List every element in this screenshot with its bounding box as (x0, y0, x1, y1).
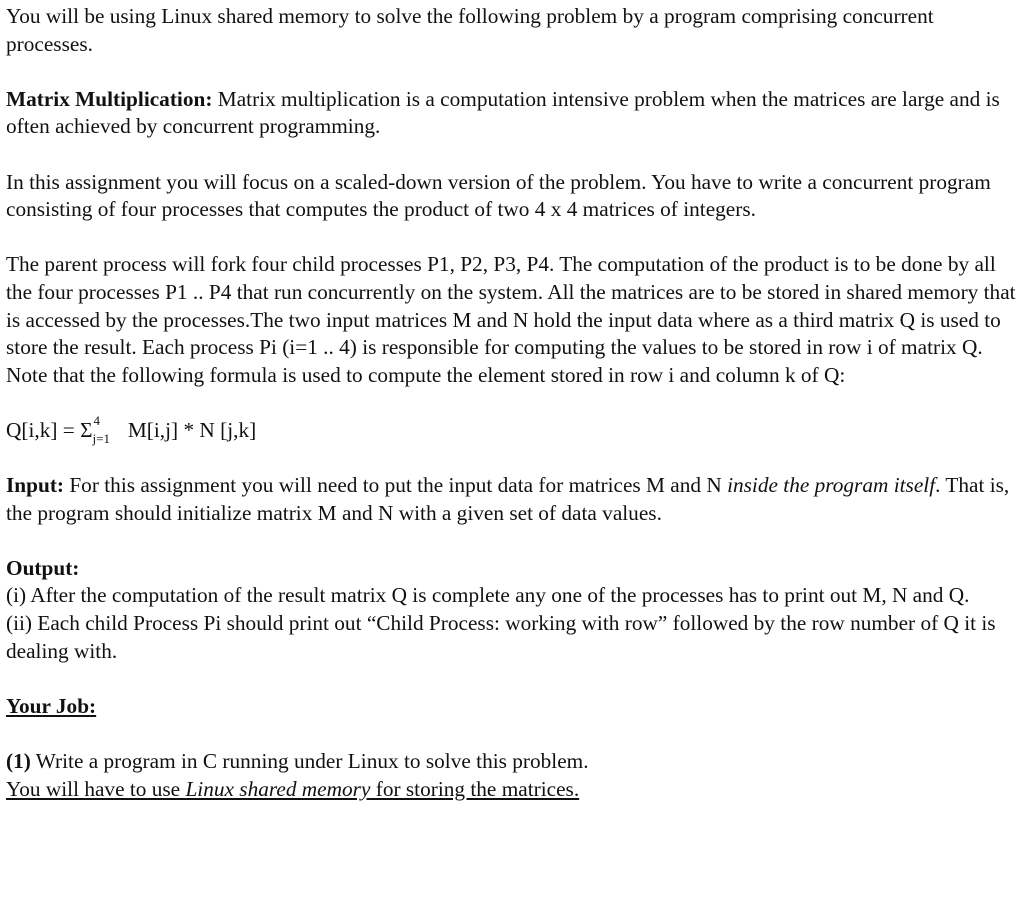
job-item-1-shared-memory-line (6, 776, 1018, 804)
intro-paragraph: You will be using Linux shared memory to solve the following problem by a program comprising concurrent processes. (6, 4, 934, 56)
output-section (6, 555, 1018, 665)
output-heading: Output: (6, 555, 80, 580)
assignment-paragraph: In this assignment you will focus on a scaled-down version of the problem. You have to write a concurrent program consisting of four processes that computes the product of two 4 x 4 matrices of integers. (6, 169, 991, 222)
your-job-heading: Your Job: (6, 693, 97, 718)
job-line2-b: for storing the matrices. (370, 776, 580, 801)
output-item-2: (ii) Each child Process Pi should print out “Child Process: working with row” followed by the row number of Q it is dealing with. (6, 611, 996, 663)
formula-rhs: M[i,j] * N [j,k] (122, 417, 257, 442)
matrix-multiplication-heading: Matrix Multiplication: (6, 86, 213, 111)
formula (6, 412, 1018, 446)
parent-process-paragraph: The parent process will fork four child processes P1, P2, P3, P4. The computation of the product is to be done by all the four processes P1 .. P4 that run concurrently on the system. All the matrices are to be stored in shared memory that is accessed by the processes.The two input matrices M and N hold the input data where as a third matrix Q is used to store the result. Each process Pi (i=1 .. 4) is responsible for computing the values to be stored in row i of matrix Q. Note that the following formula is used to compute the element stored in row i and column k of Q: (6, 252, 1016, 387)
job-line2-a: You will have to use (6, 776, 186, 801)
input-paragraph (6, 472, 1018, 527)
job-item-1-text: Write a program in C running under Linux to solve this problem. (30, 749, 589, 774)
input-text-b: . That is, the program should initialize matrix M and N with a given set of data values. (6, 473, 1010, 525)
output-item-1: (i) After the computation of the result matrix Q is complete any one of the processes has to print out M, N and Q. (6, 583, 970, 608)
job-item-1 (6, 748, 1018, 776)
document-page (6, 3, 1018, 803)
input-italic: inside the program itself (727, 473, 936, 498)
formula-sum-limits (92, 412, 123, 446)
job-item-1-number: (1) (6, 749, 31, 774)
matrix-multiplication-text: Matrix multiplication is a computation intensive problem when the matrices are large and is often achieved by concurrent programming. (6, 86, 1000, 139)
formula-upper-limit: 4 (93, 412, 101, 428)
formula-lhs: Q[i,k] = Σ (6, 417, 93, 442)
input-text-a: For this assignment you will need to put the input data for matrices M and N (64, 473, 728, 498)
input-heading: Input: (6, 473, 65, 498)
formula-lower-limit: j=1 (92, 430, 110, 446)
your-job-section (6, 748, 1018, 803)
job-line2-italic: Linux shared memory (185, 776, 371, 801)
matrix-multiplication-paragraph (6, 86, 1018, 141)
